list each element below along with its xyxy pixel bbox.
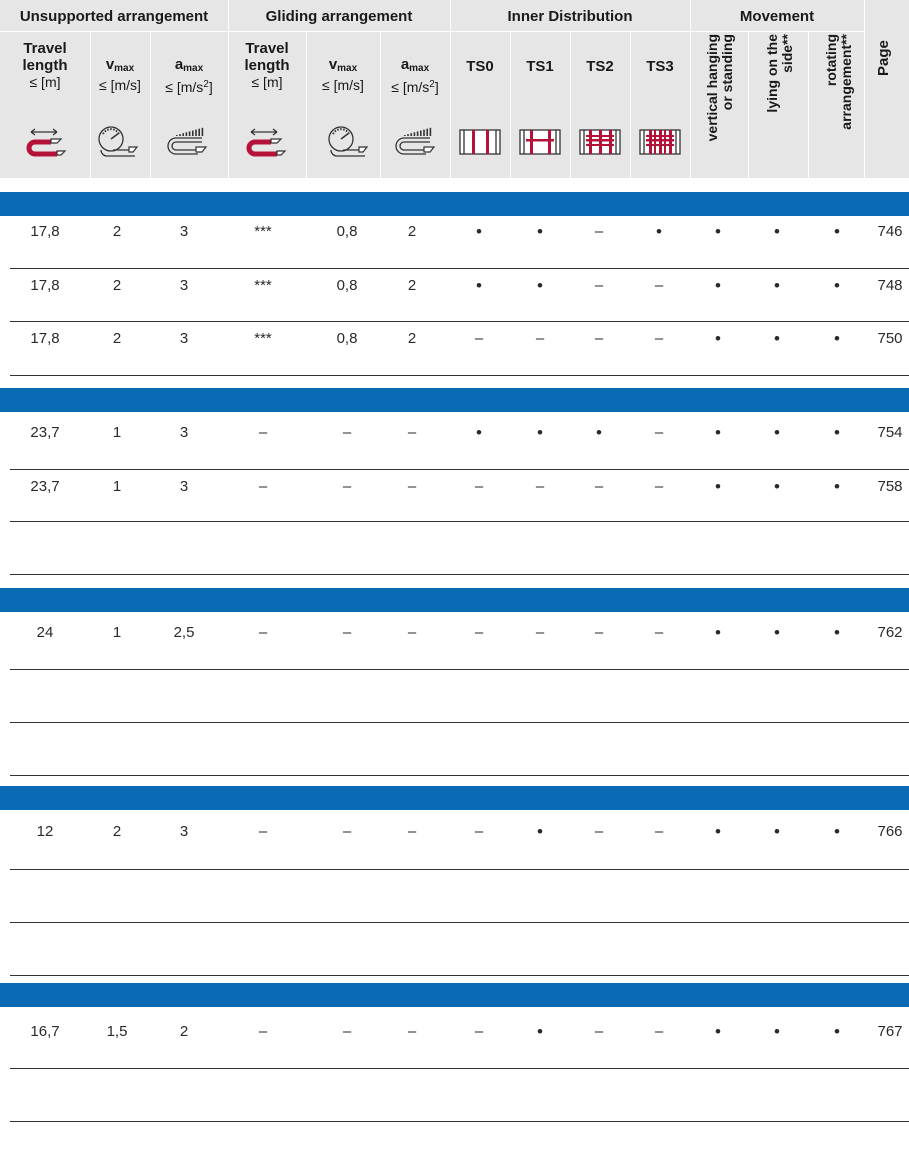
section-band	[0, 983, 909, 1007]
table-cell: 746	[877, 223, 903, 240]
amax-header: $a_{max}$ ≤ $[m/s^2]$	[165, 56, 213, 95]
table-cell: 2	[112, 330, 122, 347]
row-divider	[10, 869, 909, 870]
group-inner-distribution: Inner Distribution	[507, 8, 633, 25]
table-cell: 17,8	[30, 223, 60, 240]
table-cell: –	[654, 330, 664, 347]
table-cell: –	[594, 478, 604, 495]
table-cell: –	[342, 624, 352, 641]
table-cell: 3	[179, 330, 189, 347]
table-cell: –	[594, 624, 604, 641]
table-cell: –	[407, 424, 417, 441]
table-cell: •	[774, 1022, 780, 1041]
table-cell: –	[474, 478, 484, 495]
table-cell: •	[774, 477, 780, 496]
row-divider	[10, 922, 909, 923]
table-cell: –	[654, 624, 664, 641]
table-cell: 766	[877, 823, 903, 840]
table-cell: 2	[407, 330, 417, 347]
row-divider	[10, 521, 909, 522]
table-cell: •	[715, 822, 721, 841]
table-cell: 1	[112, 478, 122, 495]
table-cell: –	[407, 823, 417, 840]
ts3-icon	[636, 124, 684, 160]
table-cell: •	[476, 276, 482, 295]
acceleration-icon	[390, 124, 438, 160]
travel-length-icon	[241, 124, 289, 160]
table-cell: –	[258, 624, 268, 641]
table-cell: 767	[877, 1023, 903, 1040]
table-cell: •	[834, 623, 840, 642]
table-cell: –	[258, 1023, 268, 1040]
table-cell: •	[834, 222, 840, 241]
row-divider	[10, 1121, 909, 1122]
ts3-header: TS3	[646, 58, 674, 75]
table-cell: 12	[36, 823, 54, 840]
table-cell: –	[407, 624, 417, 641]
table-cell: 0,8	[336, 330, 358, 347]
table-cell: –	[654, 424, 664, 441]
table-cell: 3	[179, 478, 189, 495]
speed-icon	[93, 124, 141, 160]
table-cell: •	[476, 222, 482, 241]
acceleration-icon	[162, 124, 210, 160]
ts0-header: TS0	[466, 58, 494, 75]
table-cell: •	[537, 276, 543, 295]
table-cell: –	[407, 478, 417, 495]
vmax-header: $v_{max}$ ≤ [m/s]	[99, 56, 141, 93]
table-cell: 3	[179, 223, 189, 240]
table-cell: 17,8	[30, 277, 60, 294]
table-cell: 2,5	[173, 624, 195, 641]
table-cell: 2	[407, 223, 417, 240]
table-cell: •	[715, 329, 721, 348]
travel-length-icon	[21, 124, 69, 160]
table-cell: •	[537, 222, 543, 241]
group-movement: Movement	[739, 8, 815, 25]
table-cell: –	[594, 330, 604, 347]
row-divider	[10, 669, 909, 670]
ts2-header: TS2	[586, 58, 614, 75]
table-cell: •	[715, 1022, 721, 1041]
table-cell: •	[834, 423, 840, 442]
table-cell: •	[774, 822, 780, 841]
table-cell: –	[594, 823, 604, 840]
table-cell: –	[342, 478, 352, 495]
table-cell: 16,7	[30, 1023, 60, 1040]
table-cell: •	[715, 623, 721, 642]
row-divider	[10, 1068, 909, 1069]
table-cell: –	[594, 223, 604, 240]
table-cell: 2	[179, 1023, 189, 1040]
table-cell: 17,8	[30, 330, 60, 347]
row-divider	[10, 775, 909, 776]
table-cell: –	[258, 424, 268, 441]
travel-length-header: Travel length ≤ [m]	[244, 40, 290, 90]
table-cell: –	[407, 1023, 417, 1040]
table-cell: ***	[254, 277, 272, 294]
table-cell: •	[834, 1022, 840, 1041]
table-cell: •	[715, 423, 721, 442]
table-cell: –	[594, 277, 604, 294]
table-cell: –	[654, 823, 664, 840]
speed-icon	[323, 124, 371, 160]
movement-header-1: lying on the side**	[764, 34, 795, 113]
table-cell: •	[774, 276, 780, 295]
ts0-icon	[456, 124, 504, 160]
table-cell: •	[537, 1022, 543, 1041]
table-cell: •	[537, 822, 543, 841]
table-cell: •	[834, 276, 840, 295]
table-cell: •	[834, 477, 840, 496]
ts2-icon	[576, 124, 624, 160]
table-cell: •	[476, 423, 482, 442]
movement-header-2: rotating arrangement**	[823, 34, 854, 130]
section-band	[0, 388, 909, 412]
row-divider	[10, 975, 909, 976]
section-band	[0, 192, 909, 216]
travel-length-header: Travel length ≤ [m]	[22, 40, 68, 90]
table-cell: –	[535, 478, 545, 495]
section-band	[0, 786, 909, 810]
table-cell: –	[342, 1023, 352, 1040]
table-cell: –	[258, 478, 268, 495]
table-cell: 762	[877, 624, 903, 641]
group-gliding: Gliding arrangement	[265, 8, 413, 25]
table-cell: •	[715, 222, 721, 241]
table-cell: 754	[877, 424, 903, 441]
table-cell: 0,8	[336, 277, 358, 294]
table-cell: 758	[877, 478, 903, 495]
group-unsupported: Unsupported arrangement	[19, 8, 209, 25]
table-cell: 3	[179, 277, 189, 294]
row-divider	[10, 321, 909, 322]
row-divider	[10, 574, 909, 575]
row-divider	[10, 469, 909, 470]
vmax-header: $v_{max}$ ≤ [m/s]	[322, 56, 364, 93]
table-cell: –	[342, 823, 352, 840]
table-cell: 1	[112, 424, 122, 441]
table-cell: 23,7	[30, 478, 60, 495]
table-cell: •	[715, 276, 721, 295]
table-cell: –	[654, 1023, 664, 1040]
row-divider	[10, 375, 909, 376]
table-cell: 2	[112, 223, 122, 240]
table-cell: ***	[254, 330, 272, 347]
movement-header-0: vertical hanging or standing	[704, 34, 735, 142]
table-cell: 1,5	[106, 1023, 128, 1040]
amax-header: $a_{max}$ ≤ $[m/s^2]$	[391, 56, 439, 95]
table-cell: •	[537, 423, 543, 442]
section-band	[0, 588, 909, 612]
table-cell: –	[474, 823, 484, 840]
page-header: Page	[875, 40, 892, 76]
ts1-header: TS1	[526, 58, 554, 75]
row-divider	[10, 722, 909, 723]
table-cell: –	[474, 1023, 484, 1040]
table-cell: –	[654, 478, 664, 495]
table-cell: 750	[877, 330, 903, 347]
table-cell: 2	[112, 823, 122, 840]
table-cell: –	[654, 277, 664, 294]
table-cell: –	[342, 424, 352, 441]
table-cell: 0,8	[336, 223, 358, 240]
table-cell: –	[594, 1023, 604, 1040]
table-cell: 23,7	[30, 424, 60, 441]
table-cell: •	[774, 623, 780, 642]
table-cell: –	[474, 624, 484, 641]
row-divider	[10, 268, 909, 269]
table-cell: –	[258, 823, 268, 840]
table-cell: 2	[407, 277, 417, 294]
table-cell: •	[715, 477, 721, 496]
table-cell: •	[596, 423, 602, 442]
table-cell: 748	[877, 277, 903, 294]
table-cell: –	[474, 330, 484, 347]
table-cell: •	[834, 822, 840, 841]
table-cell: 3	[179, 424, 189, 441]
table-cell: 24	[36, 624, 54, 641]
table-cell: •	[774, 423, 780, 442]
table-cell: •	[774, 329, 780, 348]
ts1-icon	[516, 124, 564, 160]
table-cell: –	[535, 330, 545, 347]
table-cell: ***	[254, 223, 272, 240]
table-cell: 1	[112, 624, 122, 641]
table-cell: •	[834, 329, 840, 348]
table-cell: 2	[112, 277, 122, 294]
table-cell: •	[774, 222, 780, 241]
table-cell: •	[656, 222, 662, 241]
table-cell: –	[535, 624, 545, 641]
table-cell: 3	[179, 823, 189, 840]
